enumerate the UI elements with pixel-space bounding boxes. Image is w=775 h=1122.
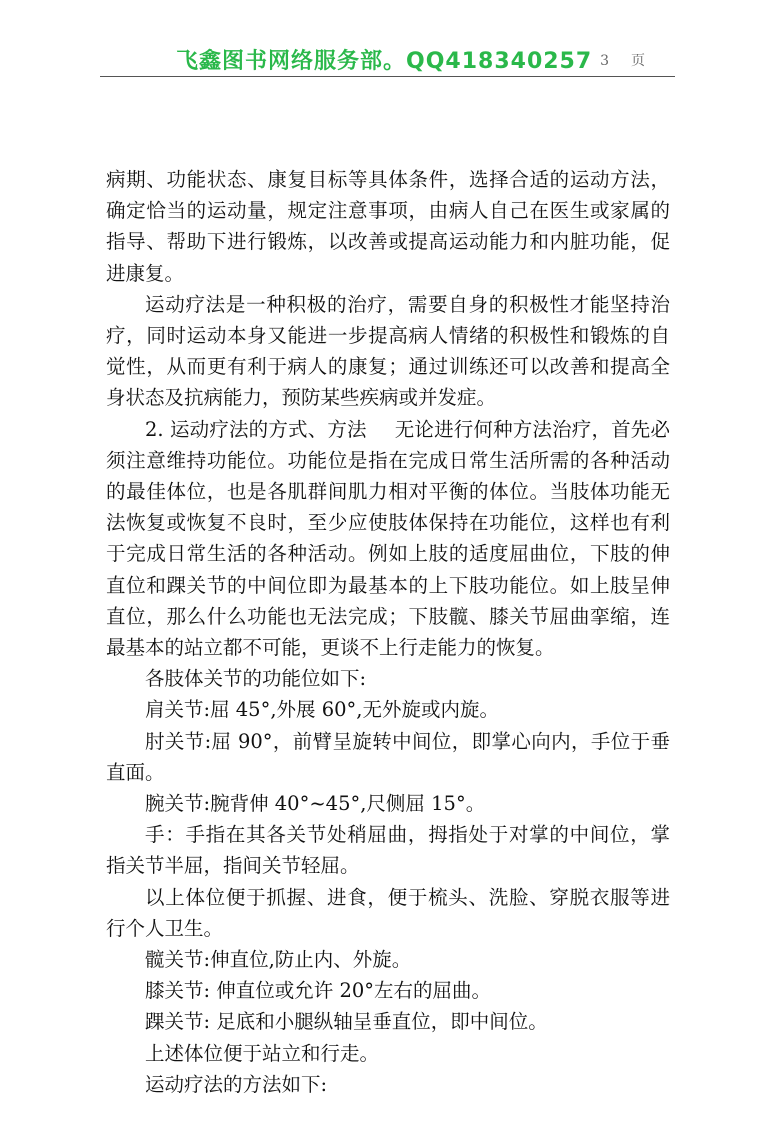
section-paragraph	[106, 414, 670, 664]
paragraph: 手：手指在其各关节处稍屈曲，拇指处于对掌的中间位，掌指关节半屈，指间关节轻屈。	[106, 823, 670, 878]
section-text: 无论进行何种方法治疗，首先必须注意维持功能位。功能位是指在完成日常生活所需的各种活动的最佳体位，也是各肌群间肌力相对平衡的体位。当肢体功能无法恢复或恢复不良时，至少应使肢体保持在功能位，这样也有利于完成日常生活的各种活动。例如上肢的适度屈曲位，下肢的伸直位和踝关节的中间位即为最基本的上下肢功能位。如上肢呈伸直位，那么什么功能也无法完成；下肢髋、膝关节屈曲挛缩，连最基本的站立都不可能，更谈不上行走能力的恢复。	[106, 417, 670, 660]
body-text	[106, 164, 670, 1100]
page-unit: 页	[631, 53, 645, 69]
page-header	[100, 44, 675, 77]
paragraph: 运动疗法的方法如下:	[145, 1072, 328, 1096]
paragraph: 肩关节:屈 45°,外展 60°,无外旋或内旋。	[145, 698, 499, 722]
page-number: 3	[600, 53, 609, 69]
paragraph: 病期、功能状态、康复目标等具体条件，选择合适的运动方法，确定恰当的运动量，规定注意事项，由病人自己在医生或家属的指导、帮助下进行锻炼，以改善或提高运动能力和内脏功能，促进康复。	[106, 168, 670, 285]
paragraph: 膝关节: 伸直位或允许 20°左右的屈曲。	[145, 979, 492, 1003]
paragraph: 踝关节: 足底和小腿纵轴呈垂直位，即中间位。	[145, 1010, 548, 1034]
paragraph: 运动疗法是一种积极的治疗，需要自身的积极性才能坚持治疗，同时运动本身又能进一步提高病人情绪的积极性和锻炼的自觉性，从而更有利于病人的康复；通过训练还可以改善和提高全身状态及抗病能力，预防某些疾病或并发症。	[106, 292, 670, 410]
paragraph: 肘关节:屈 90°，前臂呈旋转中间位，即掌心向内，手位于垂直面。	[106, 729, 670, 784]
paragraph: 上述体位便于站立和行走。	[145, 1041, 380, 1065]
paragraph: 以上体位便于抓握、进食，便于梳头、洗脸、穿脱衣服等进行个人卫生。	[106, 885, 670, 940]
paragraph: 腕关节:腕背伸 40°~45°,尺侧屈 15°。	[145, 792, 486, 816]
paragraph: 各肢体关节的功能位如下:	[145, 667, 367, 691]
paragraph: 髋关节:伸直位,防止内、外旋。	[145, 948, 412, 972]
header-banner: 飞鑫图书网络服务部。QQ418340257	[176, 49, 593, 74]
page-number-label	[600, 50, 645, 70]
section-title: 2. 运动疗法的方式、方法	[145, 417, 367, 441]
